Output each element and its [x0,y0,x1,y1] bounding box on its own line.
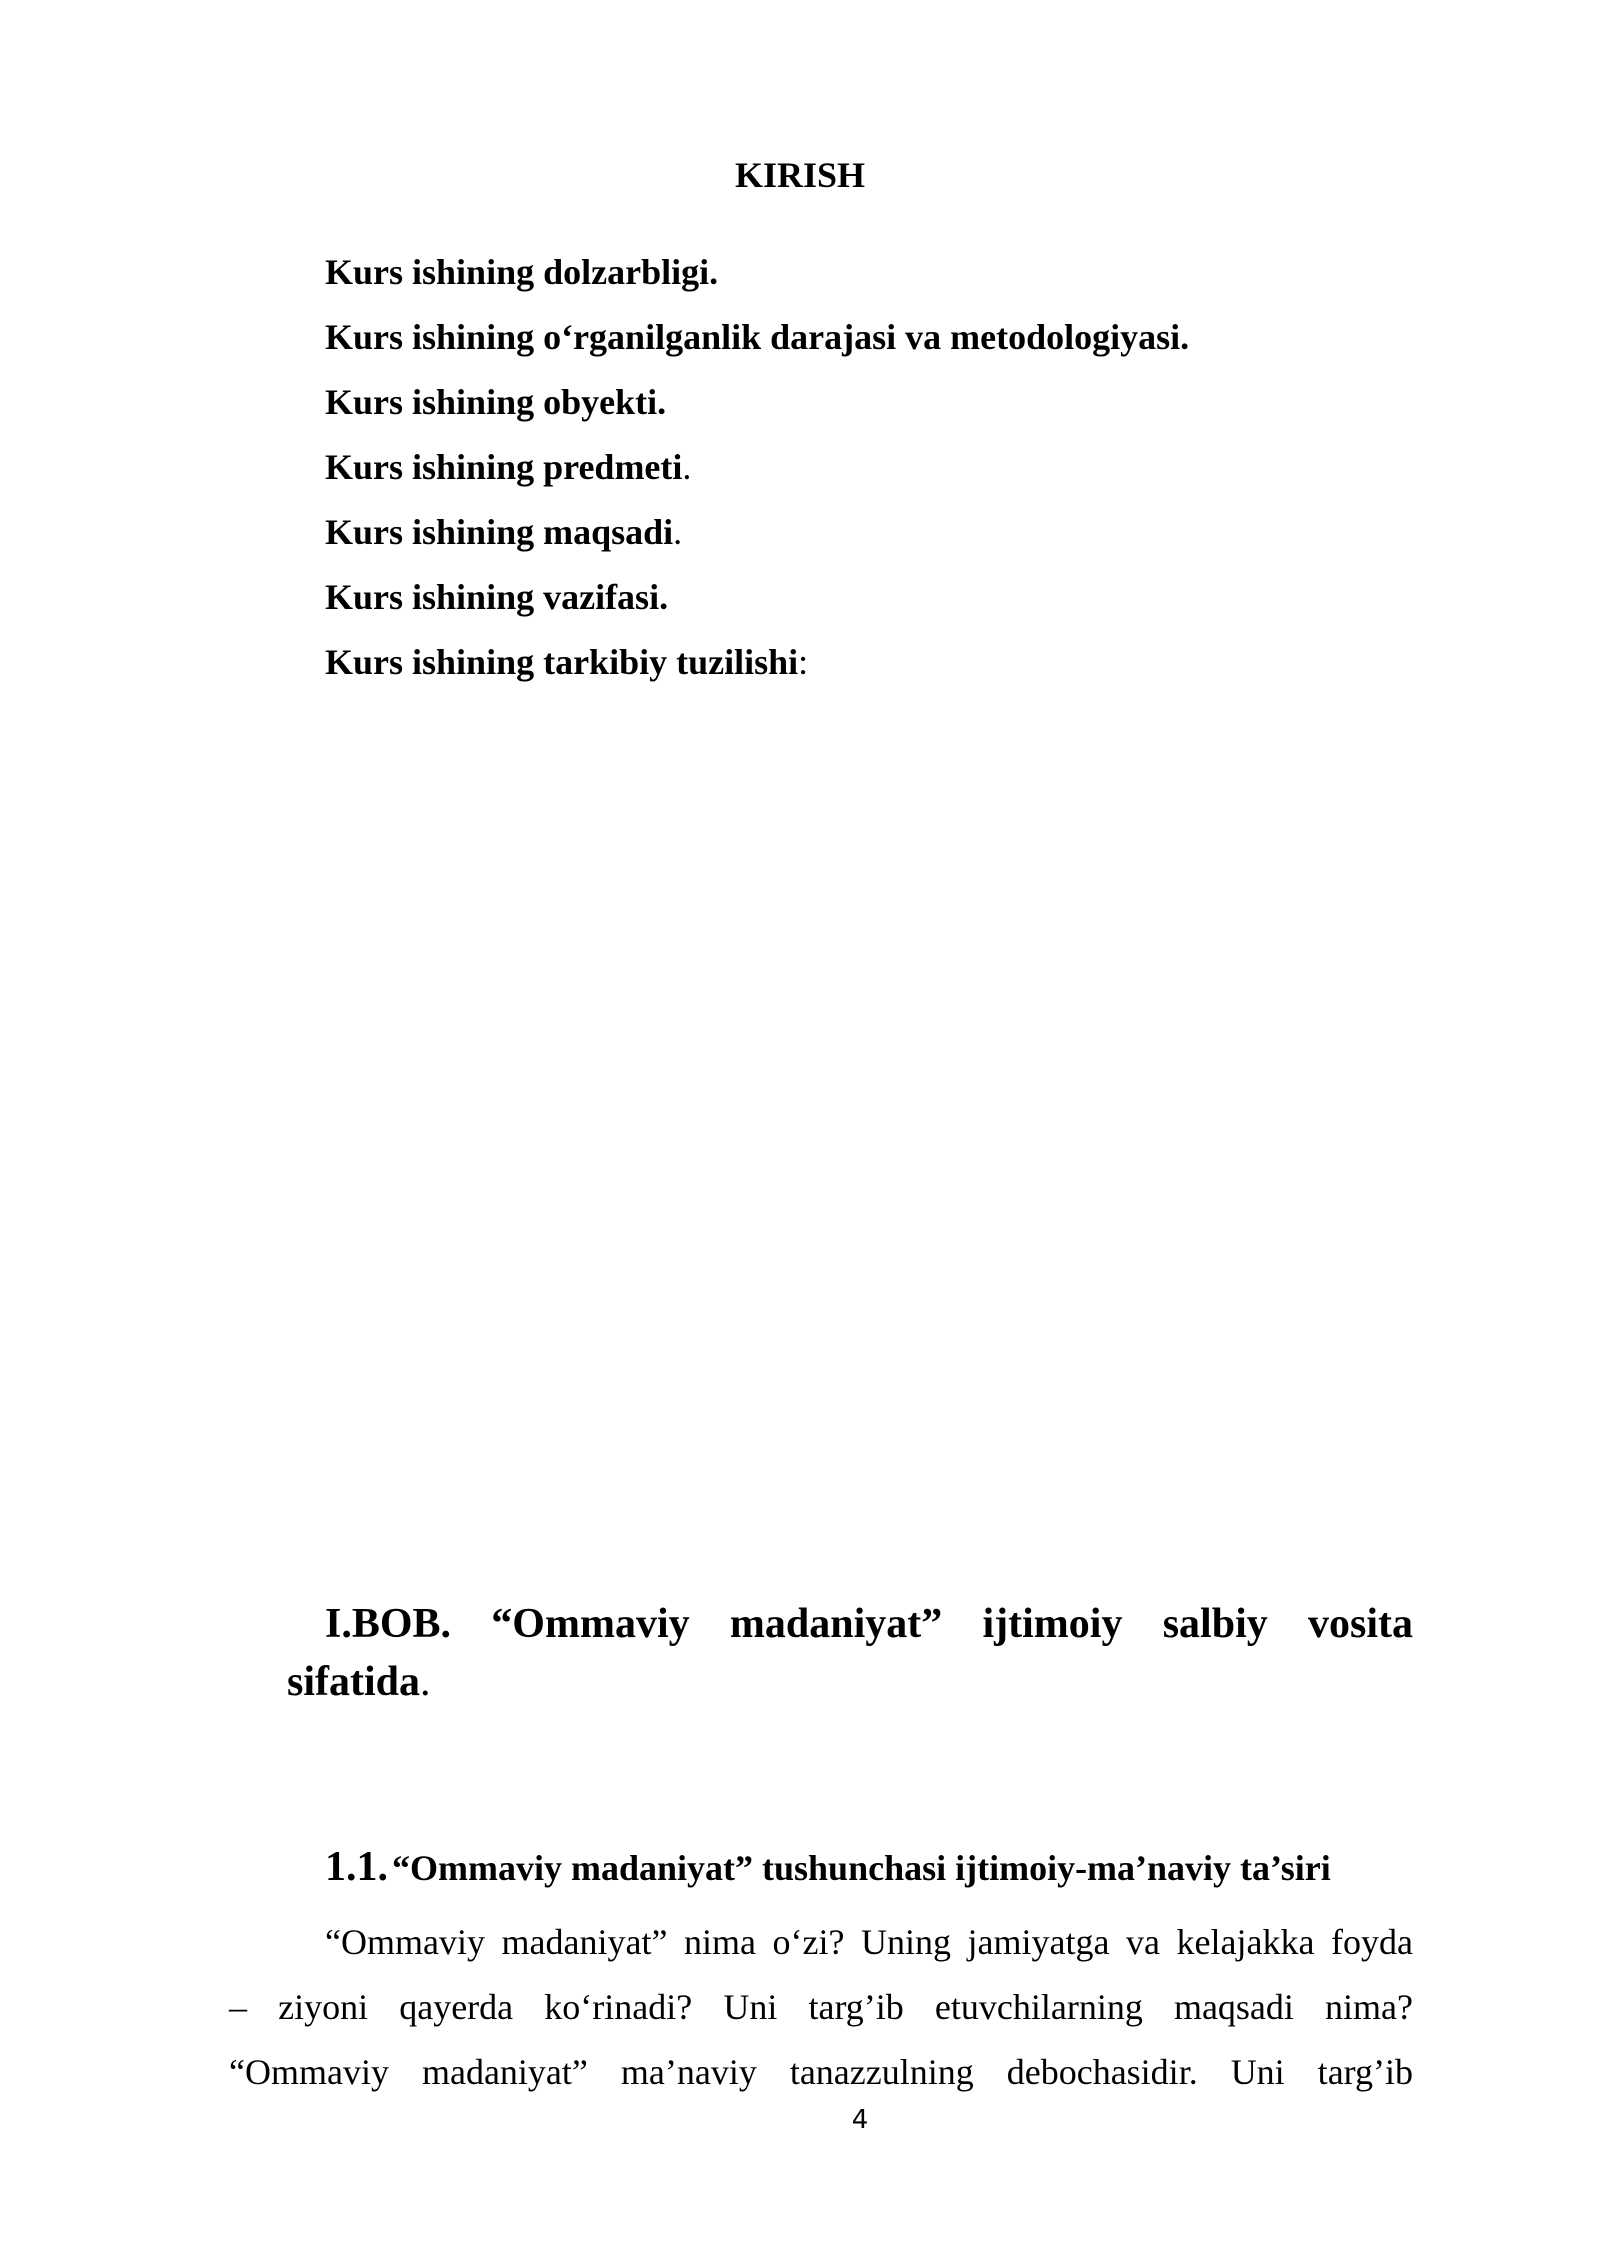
intro-list [325,240,1189,695]
page-number: 4 [851,2105,869,2135]
intro-item-text: Kurs ishining tarkibiy tuzilishi [325,642,799,682]
body-paragraph [229,1910,1413,2105]
chapter-heading-line [287,1653,1413,1711]
intro-item-punct: . [673,512,683,552]
paragraph-line: “Ommaviy madaniyat” ma’naviy tanazzulning debochasidir. Uni targ’ib [229,2052,1413,2092]
intro-item-text: Kurs ishining vazifasi. [325,577,669,617]
paragraph-line: “Ommaviy madaniyat” nima o‘zi? Uning jamiyatga va kelajakka foyda [325,1922,1413,1962]
intro-item-text: Kurs ishining dolzarbligi. [325,252,719,292]
section-title: “Ommaviy madaniyat” tushunchasi ijtimoiy-ma’naviy ta’siri [392,1848,1331,1888]
paragraph-line: – ziyoni qayerda ko‘rinadi? Uni targ’ib etuvchilarning maqsadi nima? [229,1987,1413,2027]
intro-item [325,435,1189,500]
intro-item [325,305,1189,370]
section-number: 1.1. [325,1844,388,1890]
intro-item-text: Kurs ishining obyekti. [325,382,667,422]
page-title: KIRISH [734,155,866,195]
intro-item-punct: : [798,642,809,682]
intro-item [325,500,1189,565]
intro-item-punct: . [682,447,692,487]
intro-item [325,630,1189,695]
chapter-heading-text: sifatida [287,1659,421,1705]
intro-item-text: Kurs ishining maqsadi [325,512,674,552]
chapter-heading-line: I.BOB. “Ommaviy madaniyat” ijtimoiy salbiy vosita [325,1601,1413,1647]
chapter-heading-punct: . [420,1659,431,1705]
section-heading [325,1842,1331,1901]
intro-item [325,240,1189,305]
chapter-heading [287,1595,1413,1711]
intro-item [325,370,1189,435]
intro-item [325,565,1189,630]
intro-item-text: Kurs ishining predmeti [325,447,683,487]
intro-item-text: Kurs ishining o‘rganilganlik darajasi va metodologiyasi. [325,317,1190,357]
